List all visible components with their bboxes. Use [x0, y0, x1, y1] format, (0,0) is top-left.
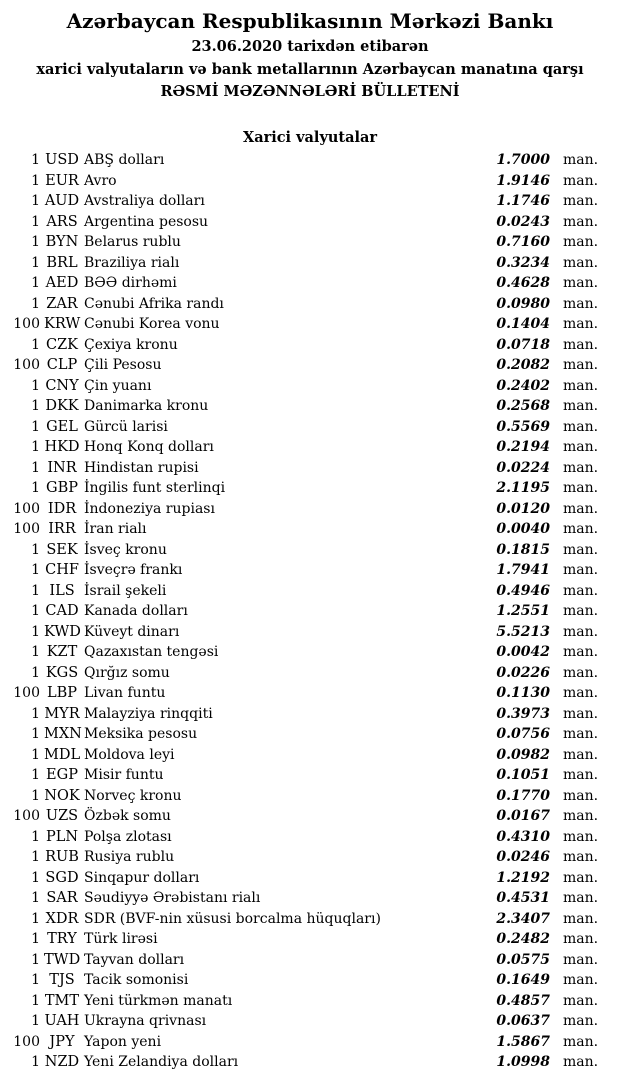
rate-value: 0.0637 — [496, 1013, 550, 1029]
nominal-value: 1 — [31, 1054, 40, 1070]
unit-label: man. — [563, 193, 599, 209]
currency-code: JPY — [49, 1033, 75, 1050]
currency-name: Qazaxıstan tengəsi — [84, 644, 219, 660]
currency-name: Cənubi Afrika randı — [84, 295, 224, 312]
rate-row — [0, 683, 620, 704]
currency-name: İsrail şekeli — [84, 582, 167, 599]
unit-label: man. — [563, 603, 599, 619]
currency-name: Çexiya kronu — [84, 336, 178, 353]
rate-row — [0, 458, 620, 479]
currency-code: EUR — [45, 172, 79, 189]
currency-name: Çin yuanı — [84, 377, 152, 394]
unit-label: man. — [563, 746, 599, 763]
currency-code: TRY — [47, 931, 77, 947]
unit-label: man. — [563, 377, 599, 394]
currency-code: TMT — [44, 992, 80, 1009]
nominal-value: 1 — [31, 910, 40, 927]
currency-name: Tayvan dolları — [84, 951, 185, 968]
currency-name: Danimarka kronu — [84, 398, 209, 414]
rate-value: 0.4857 — [496, 992, 550, 1009]
currency-name: Çili Pesosu — [84, 357, 162, 373]
currency-code: ARS — [46, 213, 78, 230]
currency-code: DKK — [45, 398, 79, 414]
unit-label: man. — [563, 623, 599, 640]
rate-value: 0.1130 — [496, 685, 550, 701]
rate-value: 0.0167 — [496, 808, 550, 824]
currency-name: Səudiyyə Ərəbistanı rialı — [84, 890, 261, 906]
currency-name: Yeni Zelandiya dolları — [84, 1054, 239, 1070]
currency-name: Türk lirəsi — [84, 931, 158, 947]
currency-name: Malayziya rinqqiti — [84, 705, 213, 722]
currency-name: İngilis funt sterlinqi — [84, 480, 226, 496]
unit-label: man. — [563, 254, 599, 271]
rate-value: 0.2568 — [496, 398, 550, 414]
effective-date-line: 23.06.2020 tarixdən etibarən — [191, 38, 429, 55]
nominal-value: 1 — [31, 541, 40, 558]
nominal-value: 1 — [31, 152, 40, 168]
currency-code: AUD — [44, 193, 80, 209]
nominal-value: 100 — [13, 808, 40, 824]
currency-code: BRL — [46, 254, 78, 271]
currency-name: Braziliya rialı — [84, 254, 180, 271]
rate-value: 2.3407 — [496, 910, 550, 927]
rate-value: 0.0982 — [496, 746, 550, 763]
currency-name: İran rialı — [84, 521, 147, 537]
unit-label: man. — [563, 828, 599, 845]
unit-label: man. — [563, 213, 599, 230]
unit-label: man. — [563, 726, 599, 742]
rate-row — [0, 950, 620, 971]
currency-code: EGP — [46, 767, 78, 783]
unit-label: man. — [563, 972, 599, 988]
rate-row — [0, 765, 620, 786]
rate-row — [0, 314, 620, 335]
unit-label: man. — [563, 849, 599, 865]
rate-row — [0, 396, 620, 417]
currency-code: KRW — [44, 316, 81, 332]
rate-value: 1.0998 — [496, 1054, 550, 1070]
nominal-value: 1 — [31, 172, 40, 189]
rate-row — [0, 622, 620, 643]
nominal-value: 1 — [31, 890, 40, 906]
currency-name: Yapon yeni — [84, 1033, 162, 1050]
rate-row — [0, 868, 620, 889]
rate-row — [0, 581, 620, 602]
unit-label: man. — [563, 439, 599, 455]
rate-value: 5.5213 — [496, 623, 550, 640]
rate-row — [0, 929, 620, 950]
currency-name: Argentina pesosu — [84, 213, 209, 230]
unit-label: man. — [563, 234, 599, 250]
rate-value: 0.0120 — [496, 500, 550, 517]
currency-code: ZAR — [46, 295, 78, 312]
currency-code: CAD — [45, 603, 79, 619]
rate-row — [0, 642, 620, 663]
rate-row — [0, 376, 620, 397]
currency-code: TWD — [44, 951, 81, 968]
rate-row — [0, 724, 620, 745]
rate-value: 0.1770 — [496, 787, 550, 804]
rate-row — [0, 786, 620, 807]
currency-code: KWD — [44, 623, 81, 640]
nominal-value: 1 — [31, 1013, 40, 1029]
currency-code: XDR — [45, 910, 79, 927]
unit-label: man. — [563, 582, 599, 599]
rate-row — [0, 745, 620, 766]
currency-name: Sinqapur dolları — [84, 869, 200, 886]
currency-code: UAH — [44, 1013, 80, 1029]
currency-name: Hindistan rupisi — [84, 459, 199, 476]
nominal-value: 1 — [31, 849, 40, 865]
nominal-value: 1 — [31, 828, 40, 845]
nominal-value: 1 — [31, 213, 40, 230]
rate-row — [0, 294, 620, 315]
currency-code: SEK — [46, 541, 78, 558]
currency-code: CLP — [46, 357, 78, 373]
nominal-value: 1 — [31, 418, 40, 435]
currency-name: Yeni türkmən manatı — [84, 992, 233, 1009]
rate-row — [0, 847, 620, 868]
unit-label: man. — [563, 992, 599, 1009]
unit-label: man. — [563, 418, 599, 435]
nominal-value: 1 — [31, 767, 40, 783]
rate-value: 0.1649 — [496, 972, 550, 988]
currency-name: ABŞ dolları — [84, 152, 165, 168]
unit-label: man. — [563, 521, 599, 537]
rate-value: 0.0040 — [496, 521, 550, 537]
bank-title: Azərbaycan Respublikasının Mərkəzi Bankı — [66, 9, 554, 33]
currency-name: Norveç kronu — [84, 787, 182, 804]
nominal-value: 1 — [31, 951, 40, 968]
rate-value: 1.7941 — [496, 562, 550, 578]
currency-name: Özbək somu — [84, 808, 171, 824]
section-title-foreign-currencies: Xarici valyutalar — [242, 129, 378, 146]
nominal-value: 1 — [31, 562, 40, 578]
nominal-value: 100 — [13, 357, 40, 373]
currency-name: Cənubi Korea vonu — [84, 316, 220, 332]
unit-label: man. — [563, 951, 599, 968]
nominal-value: 1 — [31, 336, 40, 353]
unit-label: man. — [563, 152, 599, 168]
rate-row — [0, 335, 620, 356]
unit-label: man. — [563, 910, 599, 927]
rate-value: 0.3973 — [496, 705, 550, 722]
rate-value: 0.1051 — [496, 767, 550, 783]
unit-label: man. — [563, 541, 599, 558]
currency-code: RUB — [45, 849, 79, 865]
currency-code: SGD — [45, 869, 79, 886]
currency-name: İsveç kronu — [84, 541, 167, 558]
currency-name: Kanada dolları — [84, 603, 188, 619]
rate-row — [0, 519, 620, 540]
rate-row — [0, 540, 620, 561]
unit-label: man. — [563, 1033, 599, 1050]
unit-label: man. — [563, 767, 599, 783]
currency-name: Küveyt dinarı — [84, 623, 180, 640]
rate-value: 0.2482 — [496, 931, 550, 947]
rates-table — [0, 150, 620, 1073]
currency-name: Tacik somonisi — [84, 972, 189, 988]
rate-row — [0, 806, 620, 827]
rate-value: 0.0246 — [496, 849, 550, 865]
nominal-value: 100 — [13, 521, 40, 537]
currency-name: İndoneziya rupiası — [84, 500, 215, 517]
nominal-value: 100 — [13, 500, 40, 517]
currency-name: İsveçrə frankı — [84, 562, 183, 578]
rate-value: 0.5569 — [496, 418, 550, 435]
rate-value: 0.0980 — [496, 295, 550, 312]
currency-code: IRR — [48, 521, 76, 537]
rate-row — [0, 171, 620, 192]
rate-row — [0, 499, 620, 520]
nominal-value: 1 — [31, 603, 40, 619]
currency-name: Avro — [84, 172, 117, 189]
currency-code: KZT — [46, 644, 78, 660]
rate-row — [0, 232, 620, 253]
currency-code: MYR — [44, 705, 80, 722]
rate-row — [0, 478, 620, 499]
unit-label: man. — [563, 664, 599, 681]
rate-value: 0.0224 — [496, 459, 550, 476]
nominal-value: 1 — [31, 972, 40, 988]
rate-row — [0, 1052, 620, 1073]
currency-name: Livan funtu — [84, 685, 166, 701]
rate-row — [0, 601, 620, 622]
rate-value: 0.0718 — [496, 336, 550, 353]
currency-name: Honq Konq dolları — [84, 439, 214, 455]
currency-code: IDR — [47, 500, 77, 517]
currency-name: BƏƏ dirhəmi — [84, 275, 177, 291]
currency-code: USD — [45, 152, 79, 168]
unit-label: man. — [563, 787, 599, 804]
nominal-value: 1 — [31, 705, 40, 722]
currency-code: SAR — [46, 890, 78, 906]
rate-value: 0.0226 — [496, 664, 550, 681]
bulletin-title: RƏSMİ MƏZƏNNƏLƏRİ BÜLLETENİ — [160, 83, 460, 100]
currency-code: BYN — [45, 234, 79, 250]
rate-value: 1.1746 — [496, 193, 550, 209]
rate-row — [0, 1032, 620, 1053]
unit-label: man. — [563, 357, 599, 373]
nominal-value: 1 — [31, 398, 40, 414]
nominal-value: 100 — [13, 685, 40, 701]
currency-code: PLN — [45, 828, 79, 845]
rate-value: 1.2192 — [496, 869, 550, 886]
rate-value: 0.2194 — [496, 439, 550, 455]
currency-name: SDR (BVF-nin xüsusi borcalma hüquqları) — [84, 910, 381, 927]
nominal-value: 100 — [13, 316, 40, 332]
rate-value: 1.5867 — [496, 1033, 550, 1050]
nominal-value: 1 — [31, 275, 40, 291]
rate-value: 2.1195 — [496, 480, 550, 496]
rate-row — [0, 704, 620, 725]
rate-value: 0.3234 — [496, 254, 550, 271]
nominal-value: 1 — [31, 623, 40, 640]
unit-label: man. — [563, 295, 599, 312]
rate-value: 0.0756 — [496, 726, 550, 742]
rate-value: 0.2082 — [496, 357, 550, 373]
rate-row — [0, 909, 620, 930]
rate-value: 0.0575 — [496, 951, 550, 968]
rate-value: 0.0042 — [496, 644, 550, 660]
rate-row — [0, 437, 620, 458]
nominal-value: 1 — [31, 787, 40, 804]
nominal-value: 1 — [31, 254, 40, 271]
currency-code: CNY — [45, 377, 79, 394]
unit-label: man. — [563, 705, 599, 722]
currency-code: UZS — [45, 808, 79, 824]
unit-label: man. — [563, 1013, 599, 1029]
rate-value: 1.7000 — [496, 152, 550, 168]
rate-row — [0, 1011, 620, 1032]
rate-row — [0, 212, 620, 233]
unit-label: man. — [563, 275, 599, 291]
currency-code: TJS — [49, 972, 75, 988]
nominal-value: 1 — [31, 439, 40, 455]
currency-code: HKD — [44, 439, 80, 455]
nominal-value: 1 — [31, 295, 40, 312]
rate-value: 0.4946 — [496, 582, 550, 599]
nominal-value: 1 — [31, 480, 40, 496]
subtitle-line: xarici valyutaların və bank metallarının Azərbaycan manatına qarşı — [36, 60, 584, 78]
bulletin-header — [0, 6, 620, 104]
currency-name: Ukrayna qrivnası — [84, 1013, 207, 1029]
rate-row — [0, 560, 620, 581]
rate-value: 0.4628 — [496, 275, 550, 291]
nominal-value: 1 — [31, 459, 40, 476]
unit-label: man. — [563, 480, 599, 496]
rate-row — [0, 663, 620, 684]
unit-label: man. — [563, 808, 599, 824]
currency-name: Belarus rublu — [84, 234, 181, 250]
currency-name: Polşa zlotası — [84, 828, 172, 845]
rate-value: 0.4531 — [496, 890, 550, 906]
unit-label: man. — [563, 336, 599, 353]
rate-row — [0, 417, 620, 438]
currency-code: AED — [45, 275, 79, 291]
currency-name: Misir funtu — [84, 767, 164, 783]
rate-value: 1.2551 — [496, 603, 550, 619]
unit-label: man. — [563, 398, 599, 414]
currency-name: Qırğız somu — [84, 664, 170, 681]
nominal-value: 1 — [31, 193, 40, 209]
nominal-value: 1 — [31, 746, 40, 763]
currency-code: MXN — [44, 726, 82, 742]
currency-code: GBP — [46, 480, 78, 496]
rate-row — [0, 273, 620, 294]
currency-code: CZK — [45, 336, 78, 353]
unit-label: man. — [563, 890, 599, 906]
nominal-value: 1 — [31, 992, 40, 1009]
rate-row — [0, 355, 620, 376]
currency-code: MDL — [44, 746, 81, 763]
unit-label: man. — [563, 172, 599, 189]
rate-value: 0.1815 — [496, 541, 550, 558]
currency-name: Gürcü larisi — [84, 418, 168, 435]
currency-code: LBP — [46, 685, 78, 701]
unit-label: man. — [563, 316, 599, 332]
rate-row — [0, 253, 620, 274]
rate-row — [0, 888, 620, 909]
rate-row — [0, 970, 620, 991]
unit-label: man. — [563, 931, 599, 947]
nominal-value: 100 — [13, 1033, 40, 1050]
currency-code: NOK — [44, 787, 80, 804]
unit-label: man. — [563, 562, 599, 578]
rate-value: 0.1404 — [496, 316, 550, 332]
nominal-value: 1 — [31, 931, 40, 947]
unit-label: man. — [563, 869, 599, 886]
nominal-value: 1 — [31, 869, 40, 886]
currency-code: KGS — [45, 664, 79, 681]
nominal-value: 1 — [31, 644, 40, 660]
rate-value: 0.4310 — [496, 828, 550, 845]
rate-row — [0, 827, 620, 848]
currency-code: INR — [47, 459, 77, 476]
nominal-value: 1 — [31, 726, 40, 742]
unit-label: man. — [563, 644, 599, 660]
rate-value: 0.2402 — [496, 377, 550, 394]
nominal-value: 1 — [31, 234, 40, 250]
currency-code: NZD — [44, 1054, 80, 1070]
unit-label: man. — [563, 685, 599, 701]
rate-row — [0, 191, 620, 212]
currency-name: Rusiya rublu — [84, 849, 175, 865]
nominal-value: 1 — [31, 664, 40, 681]
rate-row — [0, 991, 620, 1012]
rate-value: 0.0243 — [496, 213, 550, 230]
currency-name: Meksika pesosu — [84, 726, 198, 742]
unit-label: man. — [563, 459, 599, 476]
unit-label: man. — [563, 500, 599, 517]
rate-value: 0.7160 — [496, 234, 550, 250]
currency-name: Avstraliya dolları — [84, 193, 205, 209]
currency-name: Moldova leyi — [84, 746, 175, 763]
nominal-value: 1 — [31, 582, 40, 599]
rate-value: 1.9146 — [496, 172, 550, 189]
currency-code: CHF — [45, 562, 79, 578]
currency-code: ILS — [49, 582, 75, 599]
nominal-value: 1 — [31, 377, 40, 394]
currency-code: GEL — [46, 418, 78, 435]
unit-label: man. — [563, 1054, 599, 1070]
rate-row — [0, 150, 620, 171]
